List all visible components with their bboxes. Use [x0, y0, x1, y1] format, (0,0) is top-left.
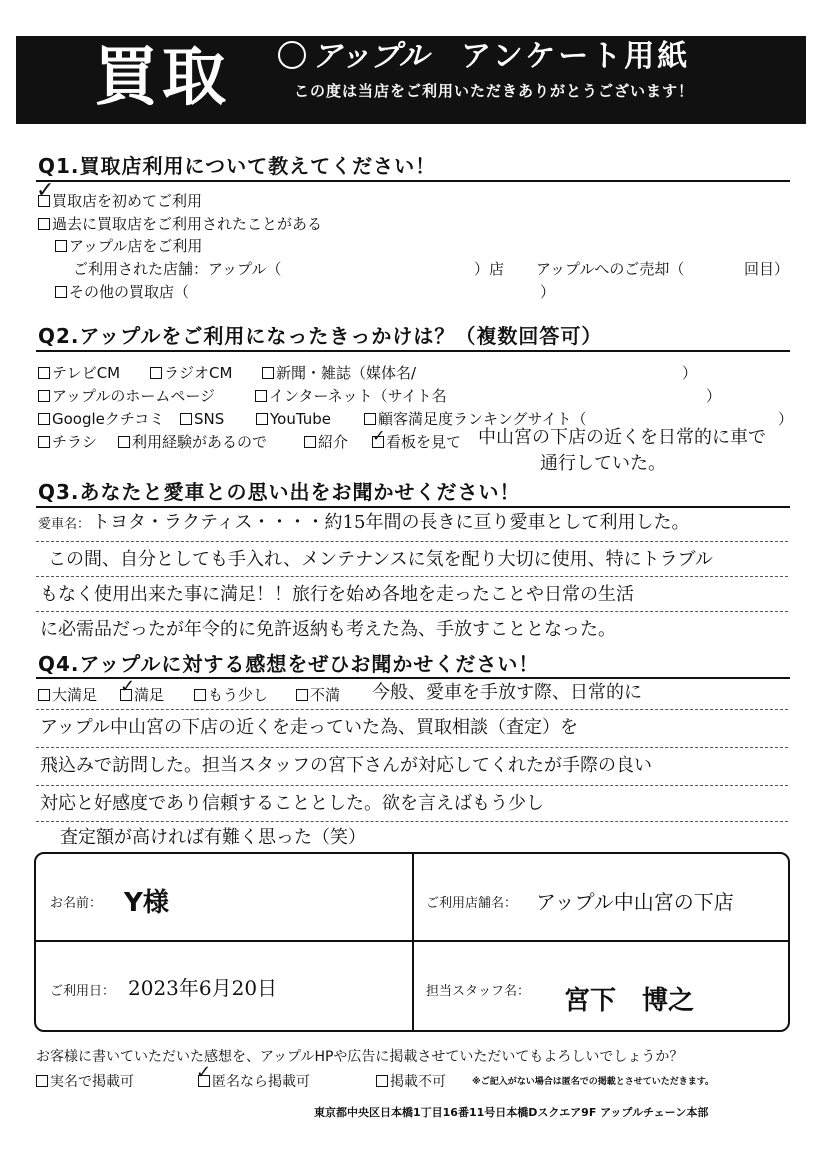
- q4-line-2: アップル中山宮の下店の近くを走っていた為、買取相談（査定）を: [40, 717, 579, 738]
- checkbox[interactable]: [304, 436, 316, 448]
- q3-heading: Q3.あなたと愛車との思い出をお聞かせください！: [38, 480, 521, 504]
- form-title: アンケート用紙: [461, 39, 691, 74]
- checkbox[interactable]: [364, 413, 376, 425]
- q2-handwritten-1: 中山宮の下店の近くを日常的に車で: [478, 427, 766, 448]
- q4-line-4: 対応と好感度であり信頼することとした。欲を言えばもう少し: [40, 793, 544, 814]
- q3-underline: [36, 575, 788, 577]
- q1-apple-option[interactable]: アップル店をご利用: [55, 237, 202, 255]
- q4-underline: [36, 708, 788, 710]
- q4-underline: [36, 746, 788, 748]
- name-value[interactable]: Y様: [124, 888, 169, 918]
- checkbox[interactable]: [262, 367, 274, 379]
- q3-line-3: もなく使用出来た事に満足！！旅行を始め各地を走ったことや日常の生活: [40, 584, 634, 605]
- q3-line-1: トヨタ・ラクティス・・・・約15年間の長きに亘り愛車として利用した。: [92, 512, 690, 533]
- apple-logo: [278, 40, 429, 74]
- q4-heading: Q4.アップルに対する感想をぜひお聞かせください！: [38, 652, 540, 676]
- q4-line-5: 査定額が高ければ有難く思った（笑）: [60, 827, 366, 848]
- staff-value[interactable]: 宮下 博之: [564, 986, 695, 1016]
- checkbox[interactable]: [38, 436, 50, 448]
- q3-underline: [36, 540, 788, 542]
- divider: [412, 854, 414, 1030]
- header-banner: [16, 36, 806, 124]
- q3-rule: [36, 506, 790, 508]
- consent-note: ※ご記入がない場合は匿名での掲載とさせていただきます。: [472, 1077, 715, 1087]
- q2-rank-option[interactable]: 顧客満足度ランキングサイト（: [364, 410, 587, 428]
- q4-line-3: 飛込みで訪問した。担当スタッフの宮下さんが対応してくれたが手際の良い: [40, 755, 652, 776]
- checkbox[interactable]: [38, 367, 50, 379]
- q4-bad-option[interactable]: 不満: [296, 686, 340, 704]
- car-name-label: 愛車名：: [38, 517, 91, 532]
- store-name-label: ご利用店舗名：: [426, 896, 518, 911]
- check-mark-icon: ✓: [196, 1062, 212, 1083]
- checkbox[interactable]: [256, 413, 268, 425]
- checkbox[interactable]: [376, 1075, 388, 1087]
- q1-used-option[interactable]: 過去に買取店をご利用されたことがある: [38, 215, 322, 233]
- q2-home-option[interactable]: アップルのホームページ: [38, 387, 215, 405]
- q3-line-4: に必需品だったが年令的に免許返納も考えた為、手放すこととなった。: [40, 619, 616, 640]
- date-label: ご利用日：: [50, 984, 116, 999]
- logo-mark-icon: [278, 41, 306, 69]
- q4-underline: [36, 784, 788, 786]
- q1-rule: [36, 180, 790, 182]
- consent-anon-option[interactable]: 匿名なら掲載可: [198, 1071, 310, 1091]
- q4-underline: [36, 820, 788, 822]
- consent-no-option[interactable]: 掲載不可: [376, 1071, 446, 1091]
- consent-question: お客様に書いていただいた感想を、アップルHPや広告に掲載させていただいてもよろしいでしょうか？: [36, 1049, 684, 1065]
- q1-store-suffix: ）店: [474, 260, 505, 278]
- q2-heading: Q2.アップルをご利用になったきっかけは？（複数回答可）: [38, 324, 603, 348]
- q4-good-option[interactable]: 満足: [120, 686, 164, 704]
- checkbox[interactable]: [38, 413, 50, 425]
- q3-underline: [36, 610, 788, 612]
- q2-rule: [36, 350, 790, 352]
- q1-count-label: アップルへのご売却（: [536, 260, 685, 278]
- q1-other-option[interactable]: その他の買取店（: [55, 283, 189, 301]
- checkbox[interactable]: [38, 689, 50, 701]
- q2-google-option[interactable]: Googleクチコミ: [38, 410, 164, 428]
- consent-real-option[interactable]: 実名で掲載可: [36, 1071, 134, 1091]
- q2-paren3: ）: [778, 410, 794, 428]
- checkbox[interactable]: [36, 1075, 48, 1087]
- customer-info-box: [34, 852, 790, 1032]
- staff-label: 担当スタッフ名：: [426, 984, 531, 999]
- checkbox[interactable]: [180, 413, 192, 425]
- checkbox[interactable]: [194, 689, 206, 701]
- q3-line-2: この間、自分としても手入れ、メンテナンスに気を配り大切に使用、特にトラブル: [48, 549, 713, 570]
- checkbox[interactable]: [38, 218, 50, 230]
- q2-tv-option[interactable]: テレビCM: [38, 364, 120, 382]
- checkbox[interactable]: [150, 367, 162, 379]
- checkbox[interactable]: [118, 436, 130, 448]
- q2-handwritten-2: 通行していた。: [540, 453, 666, 474]
- store-name-value[interactable]: アップル中山宮の下店: [536, 890, 734, 914]
- q2-sign-option[interactable]: 看板を見て: [372, 433, 461, 451]
- check-mark-icon: ✓: [372, 426, 386, 445]
- q2-exp-option[interactable]: 利用経験があるので: [118, 433, 267, 451]
- q2-news-option[interactable]: 新聞・雑誌（媒体名/: [262, 364, 416, 382]
- q2-paren2: ）: [706, 387, 722, 405]
- checkbox[interactable]: [38, 390, 50, 402]
- header-subtitle: この度は当店をご利用いただきありがとうございます！: [294, 82, 695, 100]
- header-kaitori: 買取: [94, 41, 230, 115]
- check-mark-icon: ✓: [120, 676, 136, 697]
- checkbox[interactable]: [255, 390, 267, 402]
- checkbox[interactable]: [296, 689, 308, 701]
- q1-count-suffix: 回目）: [744, 260, 790, 278]
- q4-great-option[interactable]: 大満足: [38, 686, 97, 704]
- q1-first-option[interactable]: 買取店を初めてご利用: [38, 192, 202, 210]
- checkbox[interactable]: [55, 286, 67, 298]
- checkbox[interactable]: [55, 240, 67, 252]
- q2-radio-option[interactable]: ラジオCM: [150, 364, 232, 382]
- q1-store-label: ご利用された店舗：アップル（: [73, 260, 282, 278]
- q4-line-1: 今般、愛車を手放す際、日常的に: [372, 682, 642, 703]
- check-mark-icon: ✓: [36, 178, 55, 203]
- q2-youtube-option[interactable]: YouTube: [256, 410, 331, 428]
- name-label: お名前：: [50, 896, 103, 911]
- q1-other-close: ）: [540, 283, 556, 301]
- hq-address: 東京都中央区日本橋1丁目16番11号日本橋Dスクエア9F アップルチェーン本部: [314, 1106, 709, 1119]
- divider: [36, 940, 788, 942]
- q2-paren1: ）: [682, 364, 698, 382]
- date-value[interactable]: 2023年6月20日: [128, 976, 278, 1000]
- q2-net-option[interactable]: インターネット（サイト名: [255, 387, 447, 405]
- logo-text: アップル: [312, 39, 429, 74]
- q4-rule: [36, 677, 790, 679]
- q2-intro-option[interactable]: 紹介: [304, 433, 348, 451]
- q4-more-option[interactable]: もう少し: [194, 686, 268, 704]
- q2-flyer-option[interactable]: チラシ: [38, 433, 97, 451]
- q2-sns-option[interactable]: SNS: [180, 410, 224, 428]
- q1-heading: Q1.買取店利用について教えてください！: [38, 154, 437, 178]
